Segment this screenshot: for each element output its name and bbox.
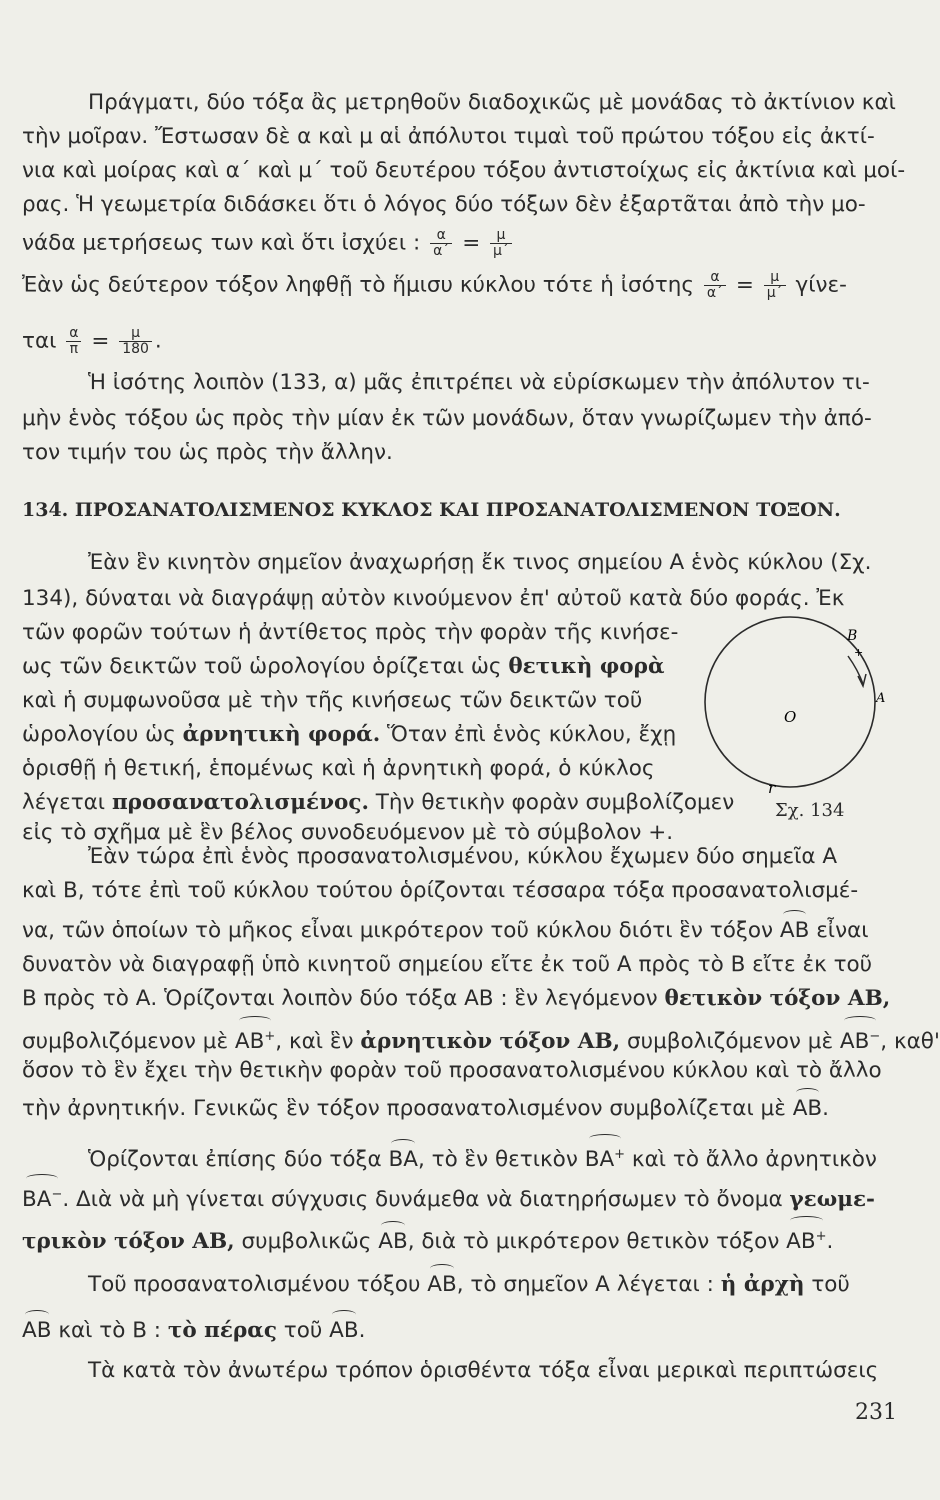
arc-AB: AB — [378, 1227, 407, 1257]
term-end: τὸ πέρας — [167, 1318, 277, 1343]
text-line: τὴν μοῖραν. Ἔστωσαν δὲ α καὶ μ αἱ ἀπόλυτοι τιμαὶ τοῦ πρώτου τόξου εἰς ἀκτί- — [22, 124, 875, 149]
text-span: , διὰ τὸ μικρότερον θετικὸν τόξον — [407, 1229, 780, 1255]
term-geometric: γεωμε- — [789, 1187, 875, 1213]
text-line — [22, 326, 887, 357]
frac-num: μ — [764, 270, 786, 286]
text-line: ρας. Ἡ γεωμετρία διδάσκει ὅτι ὁ λόγος δύο τόξων δὲν ἐξαρτᾶται ἀπὸ τὴν μο- — [22, 192, 866, 217]
section-heading — [22, 496, 892, 524]
text-span: να, τῶν ὁποίων τὸ μῆκος εἶναι μικρότερον τοῦ κύκλου διότι ἓν τόξον — [22, 918, 774, 943]
arc-AB-positive — [235, 1022, 275, 1057]
frac-den: α΄ — [706, 285, 724, 301]
frac-num: α — [430, 228, 452, 244]
fraction — [764, 270, 786, 301]
fraction — [119, 326, 152, 357]
text-line — [22, 984, 891, 1014]
point-label-A: A — [876, 691, 886, 706]
term-negative-direction: ἀρνητικὴ φορά. — [182, 722, 381, 747]
text-line — [22, 270, 887, 301]
text-line: εἰς τὸ σχῆμα μὲ ἓν βέλος συνοδευόμενον μὲ τὸ σύμβολον +. — [22, 820, 674, 845]
radius-label-r: r — [768, 779, 776, 797]
text-span: καὶ τὸ Β : — [58, 1318, 162, 1343]
arc-AB: AB — [780, 916, 809, 946]
text-span: συμβολιζόμενον μὲ — [22, 1029, 229, 1055]
section-number: 134. — [22, 499, 69, 521]
term-negative-arc: ἀρνητικὸν τόξον ΑΒ, — [360, 1029, 621, 1055]
plus-sign: + — [815, 1229, 827, 1244]
frac-den: α΄ — [433, 243, 450, 259]
text-span: Β πρὸς τὸ Α. Ὁρίζονται λοιπὸν δύο τόξα ΑΒ : ἓν λεγόμενον — [22, 986, 658, 1011]
text-line — [22, 1222, 887, 1257]
arc-text: AB — [234, 1029, 265, 1055]
text-span: συμβολικῶς — [241, 1229, 372, 1255]
equals-sign: = — [91, 328, 110, 354]
text-span: Ὁρίζονται ἐπίσης δύο τόξα — [88, 1147, 382, 1173]
arc-AB: AB — [793, 1094, 822, 1124]
text-line: Ἐὰν τώρα ἐπὶ ἑνὸς προσανατολισμένου, κύκλου ἔχωμεν δύο σημεῖα Α — [88, 844, 838, 869]
minus-sign: − — [51, 1187, 63, 1202]
arc-text: BA — [22, 1187, 52, 1213]
arc-BA-negative — [22, 1180, 62, 1215]
text-line: ὅσον τὸ ἓν ἔχει τὴν θετικὴν φορὰν τοῦ προσανατολισμένου κύκλου καὶ τὸ ἄλλο — [22, 1058, 882, 1083]
frac-num: μ — [119, 326, 152, 342]
minus-sign: − — [869, 1029, 881, 1044]
frac-den: μ΄ — [766, 285, 783, 301]
term-origin: ἡ ἀρχὴ — [720, 1272, 805, 1297]
text-line — [22, 916, 887, 946]
term-positive-direction: θετικὴ φορὰ — [508, 654, 665, 679]
arc-AB: AB — [329, 1316, 358, 1346]
text-line — [22, 788, 735, 818]
arc-text: AB — [786, 1229, 816, 1255]
section-title: ΠΡΟΣΑΝΑΤΟΛΙΣΜΕΝΟΣ ΚΥΚΛΟΣ ΚΑΙ ΠΡΟΣΑΝΑΤΟΛΙΣΜΕΝΟΝ ΤΟΞΟΝ. — [74, 499, 841, 521]
arc-AB: AB — [22, 1316, 51, 1346]
fraction — [66, 326, 81, 357]
text-line: ὁρισθῇ ἡ θετική, ἑπομένως καὶ ἡ ἀρνητικὴ φορά, ὁ κύκλος — [22, 756, 655, 781]
period: . — [822, 1096, 830, 1121]
fraction — [704, 270, 726, 301]
equals-sign: = — [735, 272, 754, 298]
term-positive-arc: θετικὸν τόξον ΑΒ, — [664, 986, 891, 1011]
text-line — [22, 652, 672, 682]
text-span: συμβολιζόμενον μὲ — [627, 1029, 834, 1055]
text-line — [22, 1022, 940, 1057]
text-span: γίνε- — [795, 272, 847, 298]
text-span: τοῦ — [283, 1318, 323, 1343]
text-line: δυνατὸν νὰ διαγραφῇ ὑπὸ κινητοῦ σημείου εἴτε ἐκ τοῦ Α πρὸς τὸ Β εἴτε ἐκ τοῦ — [22, 952, 873, 977]
text-line: τῶν φορῶν τούτων ἡ ἀντίθετος πρὸς τὴν φορὰν τῆς κινήσε- — [22, 620, 679, 645]
text-span: τὴν ἀρνητικήν. Γενικῶς ἓν τόξον προσανατολισμένον συμβολίζεται μὲ — [22, 1096, 786, 1121]
text-line: νια καὶ μοίρας καὶ α΄ καὶ μ΄ τοῦ δευτέρου τόξου ἀντιστοίχως εἰς ἀκτίνια καὶ μοί- — [22, 158, 906, 183]
arc-BA: BA — [388, 1145, 417, 1175]
text-span: Τὴν θετικὴν φορὰν συμβολίζομεν — [375, 790, 735, 815]
arc-AB-positive — [786, 1222, 826, 1257]
page-number: 231 — [855, 1400, 897, 1425]
arc-BA-positive — [585, 1140, 625, 1175]
frac-num: α — [66, 326, 81, 342]
text-line — [22, 720, 677, 750]
text-span: Τοῦ προσανατολισμένου τόξου — [88, 1272, 421, 1297]
text-span: , τὸ σημεῖον Α λέγεται : — [456, 1272, 714, 1297]
text-span: Ἐὰν ὡς δεύτερον τόξον ληφθῇ τὸ ἥμισυ κύκλου τότε ἡ ἰσότης — [22, 272, 694, 298]
text-span: νάδα μετρήσεως των καὶ ὅτι ἰσχύει : — [22, 230, 421, 256]
text-line: Ἐὰν ἓν κινητὸν σημεῖον ἀναχωρήσῃ ἔκ τινος σημείου Α ἑνὸς κύκλου (Σχ. — [88, 550, 872, 575]
text-line — [22, 1180, 887, 1215]
text-line — [22, 1316, 887, 1346]
text-line: Τὰ κατὰ τὸν ἀνωτέρω τρόπον ὁρισθέντα τόξα εἶναι μερικαὶ περιπτώσεις — [88, 1358, 879, 1383]
text-span: λέγεται — [22, 790, 106, 815]
frac-den: μ΄ — [493, 243, 509, 259]
text-span: Ὅταν ἐπὶ ἑνὸς κύκλου, ἔχῃ — [387, 722, 677, 747]
plus-sign: + — [854, 646, 864, 659]
text-span: ὡρολογίου ὡς — [22, 722, 176, 747]
text-span: , καὶ ἓν — [275, 1029, 354, 1055]
period: . — [358, 1318, 366, 1343]
term-oriented: προσανατολισμένος. — [111, 790, 369, 815]
term-geometric-arc: τρικὸν τόξον ΑΒ, — [22, 1229, 235, 1255]
text-line: Πράγματι, δύο τόξα ἂς μετρηθοῦν διαδοχικῶς μὲ μονάδας τὸ ἀκτίνιον καὶ — [88, 90, 896, 115]
text-line: καὶ ἡ συμφωνοῦσα μὲ τὴν τῆς κινήσεως τῶν δεικτῶν τοῦ — [22, 688, 643, 713]
frac-num: α — [704, 270, 726, 286]
frac-den: π — [69, 341, 79, 357]
text-span: , καθ' — [880, 1029, 940, 1055]
frac-num: μ — [490, 228, 512, 244]
direction-arrow-icon — [848, 656, 863, 684]
plus-sign: + — [614, 1147, 626, 1162]
center-label-O: O — [784, 708, 797, 726]
text-line: μὴν ἑνὸς τόξου ὡς πρὸς τὴν μίαν ἐκ τῶν μονάδων, ὅταν γνωρίζωμεν τὴν ἀπό- — [22, 406, 872, 431]
equals-sign: = — [462, 230, 481, 256]
period: . — [826, 1229, 834, 1255]
plus-sign: + — [264, 1029, 276, 1044]
text-line — [22, 228, 887, 259]
period: . — [154, 328, 162, 354]
text-span: εἶναι — [816, 918, 869, 943]
text-span: καὶ τὸ ἄλλο ἀρνητικὸν — [631, 1147, 877, 1173]
frac-den: 180 — [122, 341, 149, 357]
text-line — [22, 1094, 887, 1124]
arc-text: AB — [839, 1029, 870, 1055]
text-line: Ἡ ἰσότης λοιπὸν (133, α) μᾶς ἐπιτρέπει νὰ εὑρίσκωμεν τὴν ἀπόλυτον τι- — [88, 370, 870, 395]
arc-text: BA — [584, 1147, 615, 1173]
text-span: ως τῶν δεικτῶν τοῦ ὡρολογίου ὁρίζεται ὡς — [22, 654, 502, 679]
arc-AB: AB — [427, 1270, 456, 1300]
text-span: ται — [22, 328, 57, 354]
text-line — [88, 1270, 878, 1300]
text-span: . Διὰ νὰ μὴ γίνεται σύγχυσις δυνάμεθα νὰ διατηρήσωμεν τὸ ὄνομα — [62, 1187, 783, 1213]
fraction — [430, 228, 452, 259]
fraction — [490, 228, 512, 259]
text-span: τοῦ — [811, 1272, 850, 1297]
text-line: τον τιμήν του ὡς πρὸς τὴν ἄλλην. — [22, 440, 393, 465]
point-label-B: B — [847, 628, 858, 644]
oriented-circle-figure — [680, 612, 890, 832]
arc-AB-negative — [840, 1022, 880, 1057]
text-line: 134), δύναται νὰ διαγράψῃ αὐτὸν κινούμενον ἐπ' αὐτοῦ κατὰ δύο φοράς. Ἐκ — [22, 586, 845, 611]
text-span: , τὸ ἓν θετικὸν — [417, 1147, 578, 1173]
figure-caption: Σχ. 134 — [775, 800, 845, 821]
text-line: καὶ Β, τότε ἐπὶ τοῦ κύκλου τούτου ὁρίζονται τέσσαρα τόξα προσανατολισμέ- — [22, 878, 859, 903]
text-line — [88, 1140, 878, 1175]
